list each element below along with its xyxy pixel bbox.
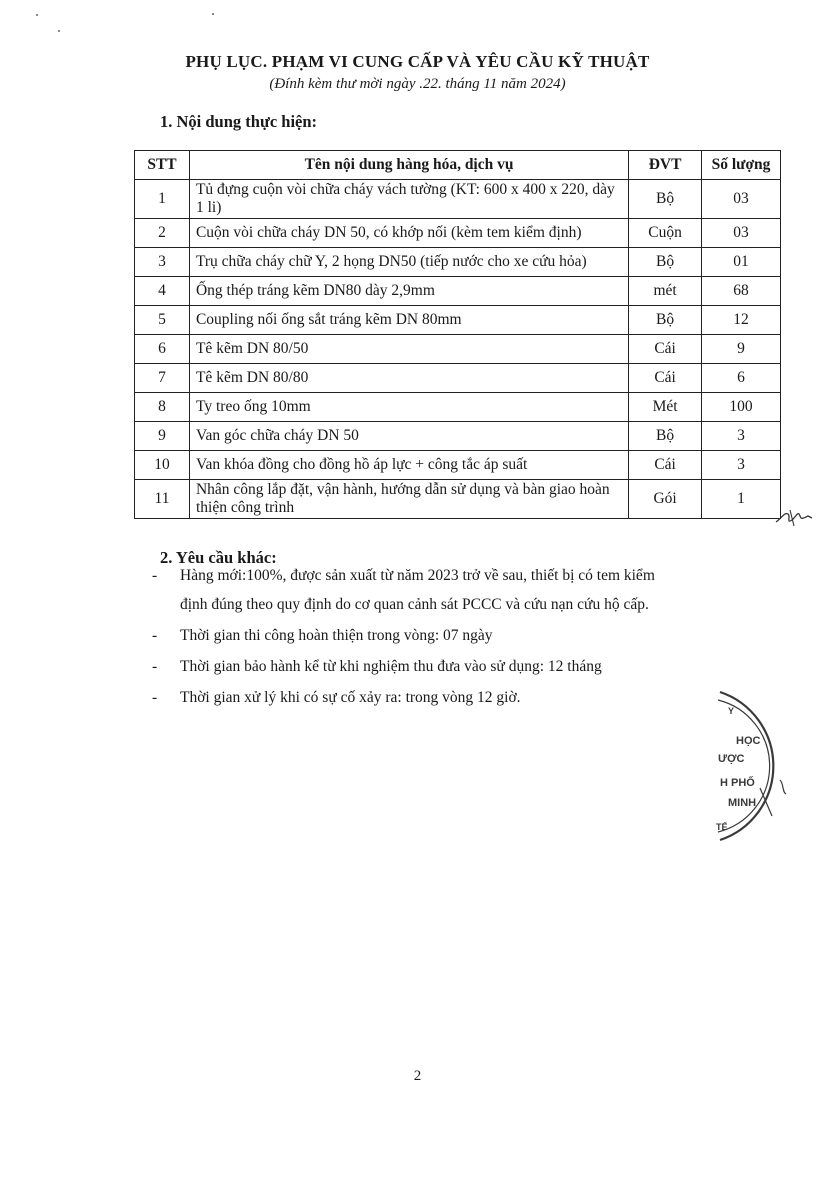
table-row: [135, 335, 781, 364]
row-qty: 03: [702, 219, 781, 248]
row-unit: Bộ: [629, 248, 702, 277]
row-qty: 9: [702, 335, 781, 364]
table-row: [135, 480, 781, 519]
list-dash: -: [152, 658, 158, 675]
row-qty: 03: [702, 180, 781, 219]
row-stt: 10: [135, 451, 190, 480]
requirement-text-continued: định đúng theo quy định do cơ quan cảnh sát PCCC và cứu nạn cứu hộ cấp.: [180, 596, 649, 613]
row-stt: 2: [135, 219, 190, 248]
row-name: Coupling nối ống sắt tráng kẽm DN 80mm: [189, 306, 628, 335]
row-unit: Gói: [629, 480, 702, 519]
row-stt: 9: [135, 422, 190, 451]
row-stt: 8: [135, 393, 190, 422]
row-unit: Mét: [629, 393, 702, 422]
table-row: [135, 248, 781, 277]
row-stt: 3: [135, 248, 190, 277]
header-name: Tên nội dung hàng hóa, dịch vụ: [189, 151, 628, 180]
row-unit: mét: [629, 277, 702, 306]
row-unit: Cuộn: [629, 219, 702, 248]
table-row: [135, 393, 781, 422]
table-row: [135, 277, 781, 306]
row-name: Nhân công lắp đặt, vận hành, hướng dẫn sử dụng và bàn giao hoàn thiện công trình: [189, 480, 628, 519]
requirement-text: Thời gian thi công hoàn thiện trong vòng: 07 ngày: [180, 627, 493, 644]
row-name: Van khóa đồng cho đồng hồ áp lực + công tắc áp suất: [189, 451, 628, 480]
list-item: [152, 688, 752, 708]
initials-signature-mark: [774, 504, 814, 530]
svg-text:HỌC: HỌC: [736, 735, 761, 747]
row-unit: Cái: [629, 364, 702, 393]
table-header-row: [135, 151, 781, 180]
row-name: Ty treo ống 10mm: [189, 393, 628, 422]
table-row: [135, 451, 781, 480]
document-subtitle: (Đính kèm thư mời ngày .22. tháng 11 năm 2024): [269, 76, 566, 92]
row-qty: 6: [702, 364, 781, 393]
row-stt: 11: [135, 480, 190, 519]
row-qty: 12: [702, 306, 781, 335]
official-stamp: [700, 688, 804, 844]
row-name: Van góc chữa cháy DN 50: [189, 422, 628, 451]
row-name: Tủ đựng cuộn vòi chữa cháy vách tường (KT: 600 x 400 x 220, dày 1 li): [189, 180, 628, 219]
row-stt: 1: [135, 180, 190, 219]
requirement-text: Hàng mới:100%, được sản xuất từ năm 2023 trở về sau, thiết bị có tem kiểm: [180, 567, 655, 584]
row-unit: Bộ: [629, 306, 702, 335]
row-unit: Bộ: [629, 422, 702, 451]
table-row: [135, 364, 781, 393]
row-unit: Bộ: [629, 180, 702, 219]
list-dash: -: [152, 689, 158, 706]
document-title: PHỤ LỤC. PHẠM VI CUNG CẤP VÀ YÊU CẦU KỸ THUẬT: [185, 52, 650, 71]
row-stt: 6: [135, 335, 190, 364]
row-name: Trụ chữa cháy chữ Y, 2 họng DN50 (tiếp nước cho xe cứu hỏa): [189, 248, 628, 277]
header-qty: Số lượng: [702, 151, 781, 180]
scan-speck: [212, 13, 214, 15]
list-dash: -: [152, 627, 158, 644]
requirement-text: Thời gian bảo hành kể từ khi nghiệm thu đưa vào sử dụng: 12 tháng: [180, 658, 602, 675]
row-qty: 3: [702, 422, 781, 451]
svg-text:ƯỢC: ƯỢC: [718, 753, 745, 765]
row-unit: Cái: [629, 451, 702, 480]
row-name: Tê kẽm DN 80/80: [189, 364, 628, 393]
list-item: [152, 566, 752, 615]
svg-text:MINH: MINH: [728, 797, 757, 809]
requirements-list: [152, 566, 752, 708]
table-row: [135, 422, 781, 451]
svg-text:Y: Y: [728, 706, 735, 716]
row-qty: 1: [702, 480, 781, 519]
items-table: [134, 150, 781, 519]
header-unit: ĐVT: [629, 151, 702, 180]
row-stt: 4: [135, 277, 190, 306]
scan-speck: [36, 14, 38, 16]
row-qty: 01: [702, 248, 781, 277]
requirement-text: Thời gian xử lý khi có sự cố xảy ra: trong vòng 12 giờ.: [180, 689, 521, 706]
header-stt: STT: [135, 151, 190, 180]
page-number: 2: [413, 1068, 422, 1084]
row-qty: 100: [702, 393, 781, 422]
scan-speck: [58, 30, 60, 32]
section-2-heading: 2. Yêu cầu khác:: [160, 548, 277, 567]
table-row: [135, 306, 781, 335]
row-name: Tê kẽm DN 80/50: [189, 335, 628, 364]
row-unit: Cái: [629, 335, 702, 364]
row-stt: 7: [135, 364, 190, 393]
list-item: [152, 626, 752, 646]
list-dash: -: [152, 567, 158, 584]
table-row: [135, 219, 781, 248]
row-name: Cuộn vòi chữa cháy DN 50, có khớp nối (kèm tem kiểm định): [189, 219, 628, 248]
row-stt: 5: [135, 306, 190, 335]
row-qty: 3: [702, 451, 781, 480]
svg-text:H PHỐ: H PHỐ: [720, 777, 755, 789]
list-item: [152, 657, 752, 677]
section-1-heading: 1. Nội dung thực hiện:: [160, 112, 318, 131]
row-qty: 68: [702, 277, 781, 306]
row-name: Ống thép tráng kẽm DN80 dày 2,9mm: [189, 277, 628, 306]
table-row: [135, 180, 781, 219]
svg-text:TẾ: TẾ: [716, 822, 728, 832]
